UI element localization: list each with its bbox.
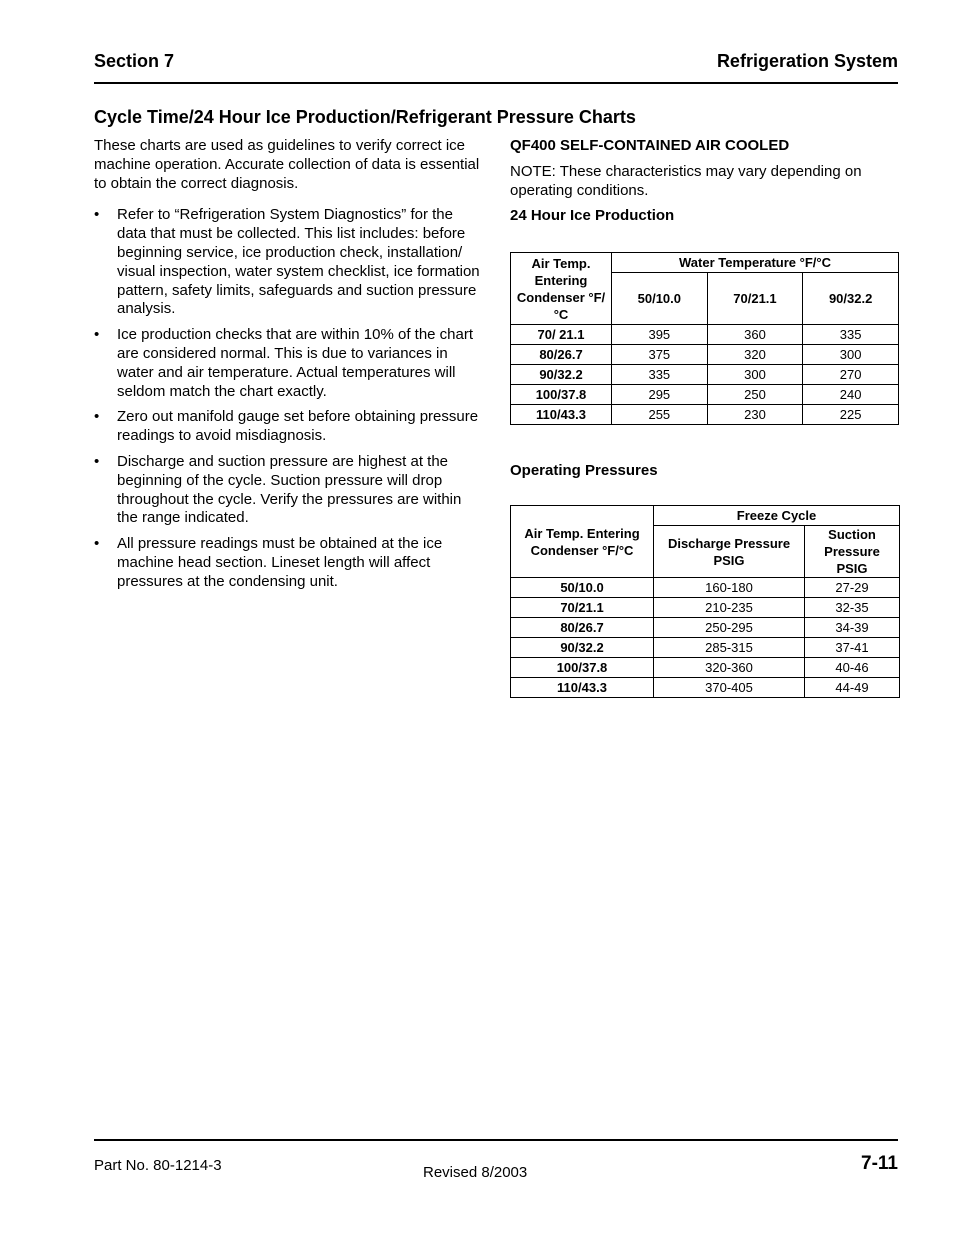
model-heading: QF400 SELF-CONTAINED AIR COOLED bbox=[510, 137, 790, 154]
row-header: 80/26.7 bbox=[511, 345, 612, 365]
table-cell: 40-46 bbox=[805, 658, 900, 678]
table-cell: 44-49 bbox=[805, 678, 900, 698]
table-cell: 225 bbox=[803, 405, 899, 425]
bullet-item: • All pressure readings must be obtained at the ice machine head section. Lineset length will affect pressures at the condensing unit. bbox=[94, 535, 484, 591]
header-rule bbox=[94, 82, 898, 84]
table-cell: 360 bbox=[707, 325, 803, 345]
table-cell: 34-39 bbox=[805, 618, 900, 638]
freeze-cycle-header: Freeze Cycle bbox=[654, 506, 900, 526]
table-cell: 375 bbox=[612, 345, 708, 365]
table-cell: 32-35 bbox=[805, 598, 900, 618]
operating-pressures-heading: Operating Pressures bbox=[510, 462, 658, 479]
row-header: 90/32.2 bbox=[511, 638, 654, 658]
air-temp-header: Air Temp. Entering Condenser °F/°C bbox=[511, 253, 612, 325]
table-cell: 285-315 bbox=[654, 638, 805, 658]
table-row bbox=[511, 345, 899, 365]
table-cell: 335 bbox=[612, 365, 708, 385]
table-cell: 255 bbox=[612, 405, 708, 425]
column-header: 50/10.0 bbox=[612, 273, 708, 325]
ice-production-heading: 24 Hour Ice Production bbox=[510, 207, 675, 225]
suction-header: Suction Pressure PSIG bbox=[805, 526, 900, 578]
table-row bbox=[511, 405, 899, 425]
bullet-item: • Discharge and suction pressure are highest at the beginning of the cycle. Suction pressure will drop throughout the cycle. Verify the pressures are within the range indicated. bbox=[94, 453, 484, 528]
right-column bbox=[510, 137, 900, 226]
note-text: NOTE: These characteristics may vary depending on operating conditions. bbox=[510, 162, 862, 199]
table-cell: 300 bbox=[707, 365, 803, 385]
row-header: 70/ 21.1 bbox=[511, 325, 612, 345]
table-cell: 230 bbox=[707, 405, 803, 425]
row-header: 90/32.2 bbox=[511, 365, 612, 385]
discharge-header: Discharge Pressure PSIG bbox=[654, 526, 805, 578]
row-header: 80/26.7 bbox=[511, 618, 654, 638]
row-header: 50/10.0 bbox=[511, 578, 654, 598]
table-row bbox=[511, 578, 900, 598]
revision-date: Revised 8/2003 bbox=[423, 1164, 528, 1181]
intro-paragraph: These charts are used as guidelines to verify correct ice machine operation. Accurate collection of data is essential to obtain the correct diagnosis. bbox=[94, 137, 480, 192]
air-temp-header: Air Temp. Entering Condenser °F/°C bbox=[511, 506, 654, 578]
part-number: Part No. 80-1214-3 bbox=[94, 1157, 222, 1174]
table-cell: 370-405 bbox=[654, 678, 805, 698]
table-cell: 295 bbox=[612, 385, 708, 405]
row-header: 100/37.8 bbox=[511, 658, 654, 678]
table-cell: 335 bbox=[803, 325, 899, 345]
column-header: 90/32.2 bbox=[803, 273, 899, 325]
table-cell: 300 bbox=[803, 345, 899, 365]
table-cell: 210-235 bbox=[654, 598, 805, 618]
water-temp-header: Water Temperature °F/°C bbox=[612, 253, 899, 273]
table-cell: 240 bbox=[803, 385, 899, 405]
table-cell: 395 bbox=[612, 325, 708, 345]
table-row bbox=[511, 638, 900, 658]
page-number: 7-11 bbox=[861, 1153, 898, 1174]
row-header: 110/43.3 bbox=[511, 678, 654, 698]
table-cell: 160-180 bbox=[654, 578, 805, 598]
table-cell: 250 bbox=[707, 385, 803, 405]
table-cell: 270 bbox=[803, 365, 899, 385]
table-row bbox=[511, 658, 900, 678]
table-cell: 27-29 bbox=[805, 578, 900, 598]
row-header: 110/43.3 bbox=[511, 405, 612, 425]
table-row bbox=[511, 618, 900, 638]
operating-pressures-table bbox=[510, 505, 900, 698]
table-cell: 250-295 bbox=[654, 618, 805, 638]
column-header: 70/21.1 bbox=[707, 273, 803, 325]
table-row bbox=[511, 678, 900, 698]
bullet-item: • Ice production checks that are within 10% of the chart are considered normal. This is due to variances in water and air temperature. Actual temperatures will seldom match the chart exactly. bbox=[94, 326, 484, 401]
section-label: Section 7 bbox=[94, 51, 175, 71]
row-header: 70/21.1 bbox=[511, 598, 654, 618]
footer-rule bbox=[94, 1139, 898, 1141]
table-cell: 320-360 bbox=[654, 658, 805, 678]
table-cell: 37-41 bbox=[805, 638, 900, 658]
bullet-list bbox=[94, 206, 484, 591]
page-title: Cycle Time/24 Hour Ice Production/Refrigerant Pressure Charts bbox=[94, 107, 636, 127]
left-column bbox=[94, 137, 484, 599]
ice-production-table bbox=[510, 252, 899, 425]
chapter-label: Refrigeration System bbox=[716, 51, 898, 71]
table-row bbox=[511, 598, 900, 618]
table-row bbox=[511, 325, 899, 345]
table-row bbox=[511, 365, 899, 385]
table-cell: 320 bbox=[707, 345, 803, 365]
table-row bbox=[511, 385, 899, 405]
row-header: 100/37.8 bbox=[511, 385, 612, 405]
bullet-item: • Zero out manifold gauge set before obtaining pressure readings to avoid misdiagnosis. bbox=[94, 408, 484, 446]
bullet-item: • Refer to “Refrigeration System Diagnostics” for the data that must be collected. This list includes: before beginning service, ice production check, installation/ visual inspection, water system checklist, ice formation pattern, safety limits, safeguards and suction pressure analysis. bbox=[94, 206, 484, 319]
